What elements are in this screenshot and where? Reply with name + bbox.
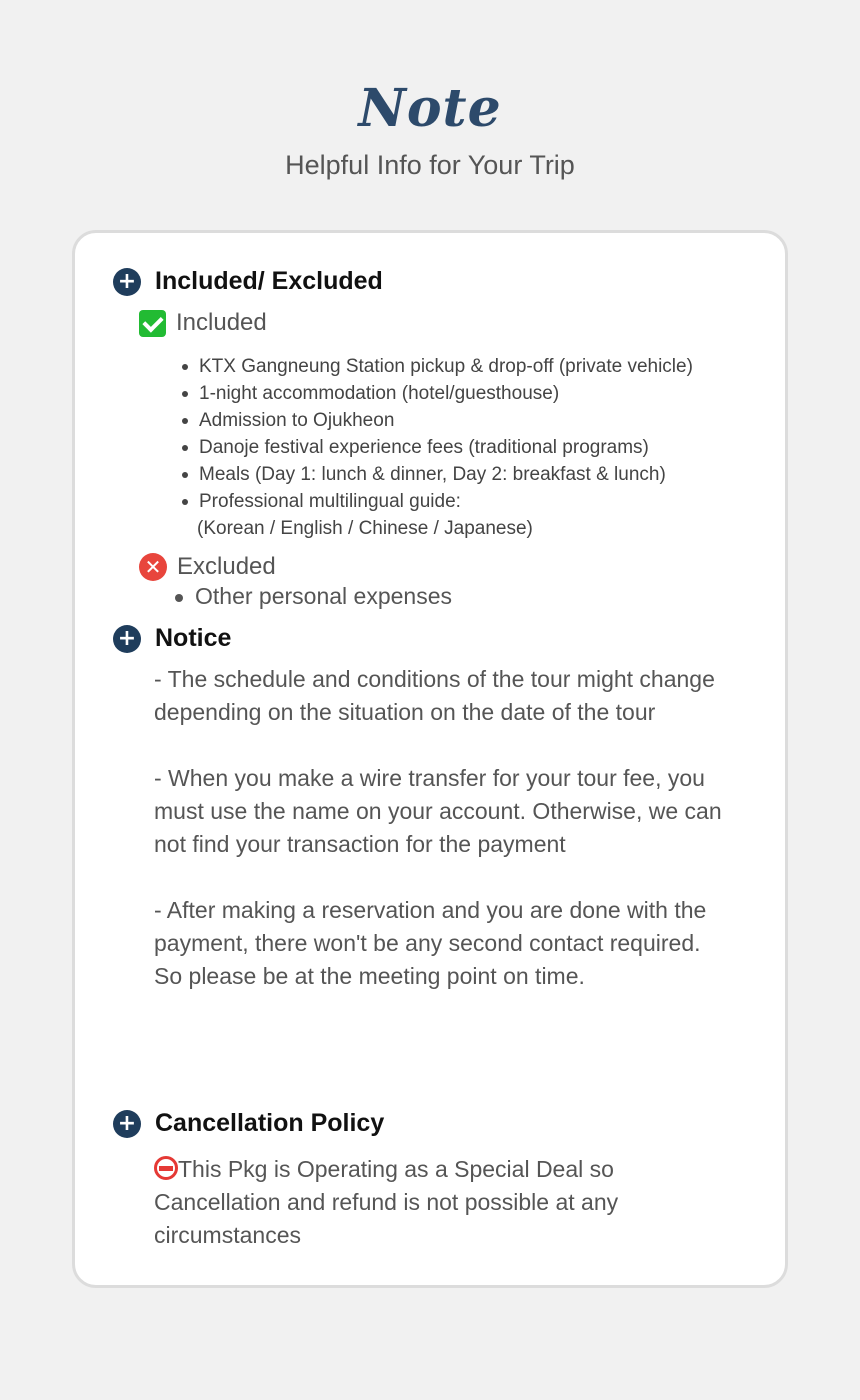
cancellation-text: This Pkg is Operating as a Special Deal so Cancellation and refund is not possible at any circumstances <box>154 1156 619 1248</box>
notice-body <box>154 663 724 993</box>
notice-paragraph: - The schedule and conditions of the tour might change depending on the situation on the date of the tour <box>154 666 715 725</box>
section-title: Included/ Excluded <box>155 267 383 295</box>
list-item: KTX Gangneung Station pickup & drop-off (private vehicle) <box>199 353 693 380</box>
cancellation-body <box>154 1153 724 1252</box>
excluded-header <box>139 553 276 581</box>
check-box-icon <box>139 310 166 337</box>
list-item: 1-night accommodation (hotel/guesthouse) <box>199 380 693 407</box>
list-item: Meals (Day 1: lunch & dinner, Day 2: breakfast & lunch) <box>199 461 693 488</box>
page-title: Note <box>358 78 502 139</box>
section-header-included-excluded <box>113 267 383 296</box>
excluded-label: Excluded <box>177 553 276 580</box>
plus-circle-icon: + <box>113 268 141 296</box>
section-title: Cancellation Policy <box>155 1109 385 1137</box>
included-list <box>199 353 693 542</box>
page-subtitle: Helpful Info for Your Trip <box>285 150 575 180</box>
list-item: Admission to Ojukheon <box>199 407 693 434</box>
info-card <box>72 230 788 1288</box>
list-item-text: Professional multilingual guide: <box>199 491 461 512</box>
plus-circle-icon: + <box>113 625 141 653</box>
list-item-continuation: (Korean / English / Chinese / Japanese) <box>197 518 533 539</box>
notice-paragraph: - After making a reservation and you are done with the payment, there won't be any second contact required. So please be at the meeting point on time. <box>154 897 707 989</box>
list-item <box>199 488 693 542</box>
x-circle-icon: ✕ <box>139 553 167 581</box>
included-label: Included <box>176 309 267 336</box>
list-item: Danoje festival experience fees (traditional programs) <box>199 434 693 461</box>
section-title: Notice <box>155 624 232 652</box>
plus-circle-icon: + <box>113 1110 141 1138</box>
list-item: Other personal expenses <box>195 583 452 609</box>
no-entry-icon <box>154 1156 178 1180</box>
excluded-list <box>195 583 452 610</box>
included-header <box>139 309 267 337</box>
notice-paragraph: - When you make a wire transfer for your tour fee, you must use the name on your account. Otherwise, we can not find your transaction for the payment <box>154 765 722 857</box>
section-header-cancellation <box>113 1109 384 1138</box>
section-header-notice <box>113 624 231 653</box>
